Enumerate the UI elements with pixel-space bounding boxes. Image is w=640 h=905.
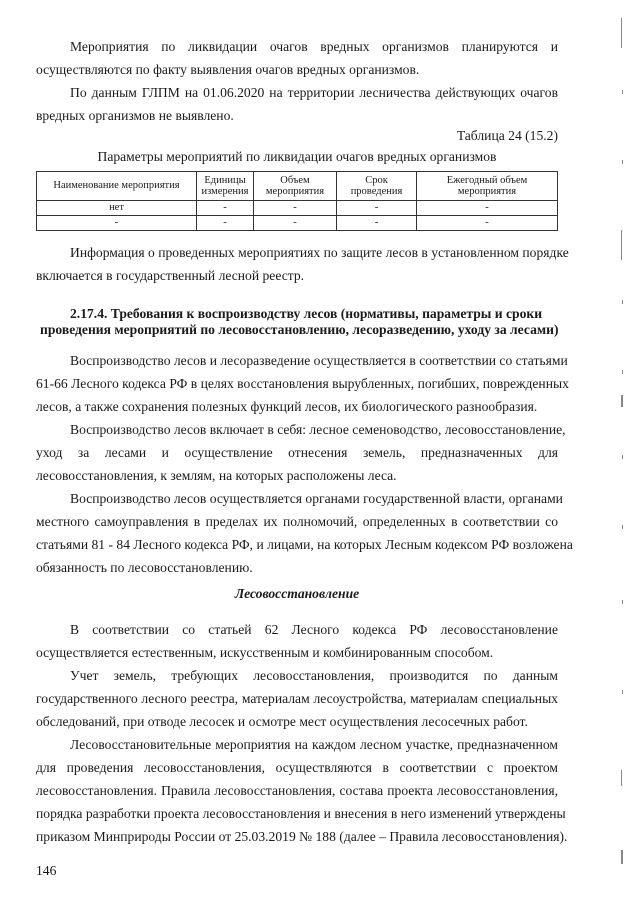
page-number: 146 [36, 863, 57, 878]
paragraph-6-line-4: обязанность по лесовосстановлению. [36, 560, 253, 575]
table-row [37, 201, 558, 216]
table-row [37, 216, 558, 231]
paragraph-5-line-1: Воспроизводство лесов включает в себя: лесное семеноводство, лесовосстановление, [70, 422, 566, 437]
paragraph-7-line-1: В соответствии со статьей 62 Лесного кодекса РФ лесовосстановление [70, 622, 558, 637]
table-header-cell: Наименование мероприятия [37, 172, 197, 201]
paragraph-6-line-2: местного самоуправления в пределах их полномочий, определенных в соответствии со [36, 514, 558, 529]
scan-edge-mark [622, 455, 623, 459]
paragraph-4-line-2: 61-66 Лесного кодекса РФ в целях восстановления вырубленных, погибших, поврежденных [36, 376, 569, 391]
paragraph-9-line-3: лесовосстановления. Правила лесовосстановления, состава проекта лесовосстановления, [36, 783, 558, 798]
table-cell: - [417, 216, 558, 231]
paragraph-9-line-2: для проведения лесовосстановления, осуществляются в соответствии с проектом [36, 760, 558, 775]
table-cell: - [417, 201, 558, 216]
table-header-cell: Объем мероприятия [254, 172, 337, 201]
scan-edge-mark [622, 525, 623, 529]
table-cell: - [337, 216, 417, 231]
paragraph-9-line-5: приказом Минприроды России от 25.03.2019 № 188 (далее – Правила лесовосстановления). [36, 829, 568, 844]
scan-edge-mark [622, 300, 623, 304]
table-header-row [37, 172, 558, 201]
paragraph-7-line-2: осуществляется естественным, искусственным и комбинированным способом. [36, 645, 494, 660]
paragraph-5-line-2: уход за лесами и осуществление отнесения земель, предназначенных для [36, 445, 558, 460]
paragraph-1-line-2: осуществляются по факту выявления очагов вредных организмов. [36, 62, 420, 77]
table-cell: - [254, 201, 337, 216]
section-heading-line-1: 2.17.4. Требования к воспроизводству лесов (нормативы, параметры и сроки [70, 306, 543, 321]
paragraph-8-line-2: государственного лесного реестра, материалам лесоустройства, материалам специальных [36, 691, 558, 706]
table-cell: нет [37, 201, 197, 216]
scan-edge-mark [622, 690, 623, 694]
table-header-cell: Ежегодный объем мероприятия [417, 172, 558, 201]
table-cell: - [197, 216, 254, 231]
scan-edge-mark [622, 160, 623, 164]
table-cell: - [197, 201, 254, 216]
paragraph-3-line-1: Информация о проведенных мероприятиях по защите лесов в установленном порядке [70, 245, 569, 260]
paragraph-6-line-3: статьями 81 - 84 Лесного кодекса РФ, и лицами, на которых Лесным кодексом РФ возложена [36, 537, 573, 552]
subheading: Лесовосстановление [234, 586, 360, 601]
paragraph-3-line-2: включается в государственный лесной реестр. [36, 268, 305, 283]
section-heading-line-2: проведения мероприятий по лесовосстановлению, лесоразведению, уходу за лесами) [40, 322, 559, 337]
table-header-cell: Срок проведения [337, 172, 417, 201]
paragraph-8-line-1: Учет земель, требующих лесовосстановления, производится по данным [70, 668, 558, 683]
scan-edge-mark [622, 90, 623, 94]
parameters-table [36, 171, 558, 231]
paragraph-8-line-3: обследований, при отводе лесосек и осмотре мест осуществления лесосечных работ. [36, 714, 528, 729]
paragraph-5-line-3: лесовосстановления, к землям, на которых расположены леса. [36, 468, 397, 483]
table-cell: - [254, 216, 337, 231]
paragraph-2-line-1: По данным ГЛПМ на 01.06.2020 на территории лесничества действующих очагов [70, 85, 558, 100]
scan-edge-mark [622, 370, 623, 374]
paragraph-6-line-1: Воспроизводство лесов осуществляется органами государственной власти, органами [70, 491, 563, 506]
table-header-cell: Единицы измерения [197, 172, 254, 201]
table-cell: - [337, 201, 417, 216]
scan-edge-mark [622, 600, 623, 604]
paragraph-2-line-2: вредных организмов не выявлено. [36, 108, 234, 123]
paragraph-9-line-4: порядка разработки проекта лесовосстановления и внесения в него изменений утверждены [36, 806, 566, 821]
paragraph-4-line-3: лесов, а также сохранения полезных функций лесов, их биологического разнообразия. [36, 399, 538, 414]
paragraph-1-line-1: Мероприятия по ликвидации очагов вредных организмов планируются и [70, 39, 558, 54]
table-number: Таблица 24 (15.2) [456, 128, 558, 143]
scan-edge-mark [621, 395, 623, 407]
scan-edge-mark [621, 770, 622, 786]
paragraph-4-line-1: Воспроизводство лесов и лесоразведение осуществляется в соответствии со статьями [70, 353, 568, 368]
scan-edge-mark [621, 18, 622, 48]
scan-edge-mark [621, 230, 622, 260]
table-cell: - [37, 216, 197, 231]
paragraph-9-line-1: Лесовосстановительные мероприятия на каждом лесном участке, предназначенном [70, 737, 558, 752]
scan-edge-mark [621, 850, 623, 864]
table-title: Параметры мероприятий по ликвидации очагов вредных организмов [97, 149, 497, 164]
